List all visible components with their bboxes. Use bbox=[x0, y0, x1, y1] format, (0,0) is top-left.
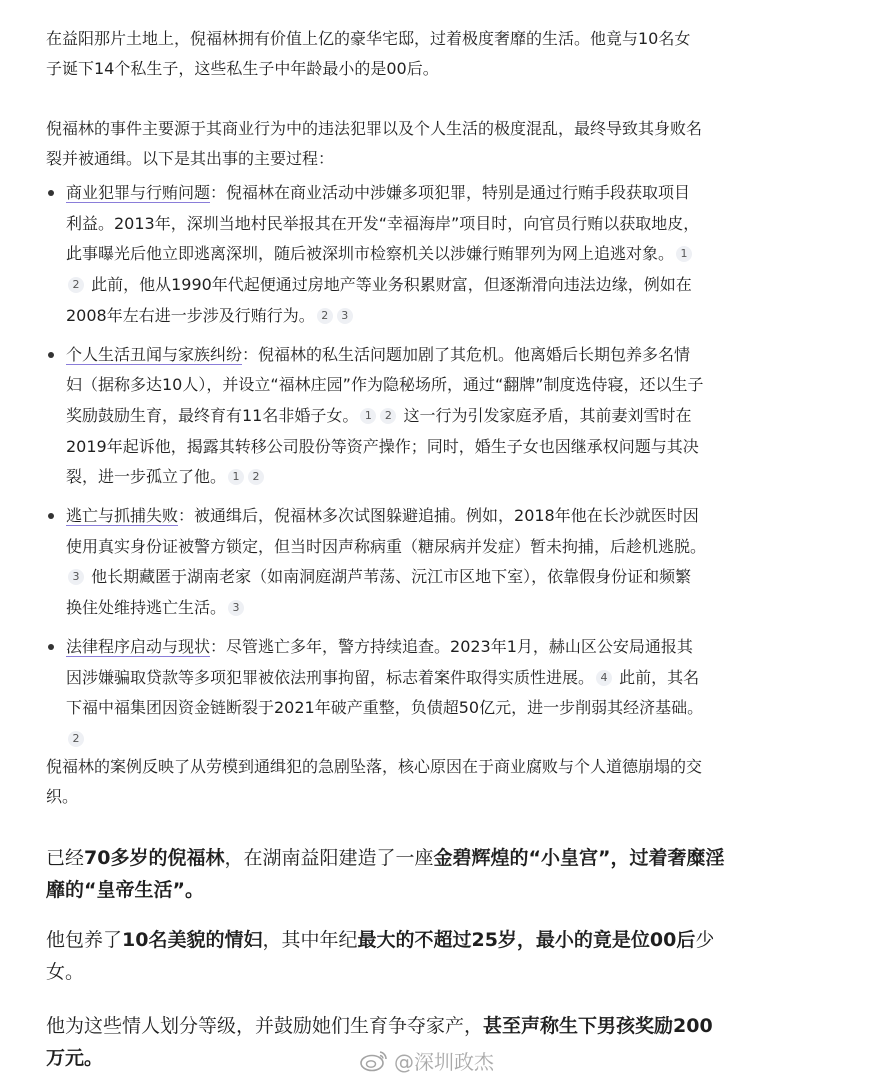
weibo-icon bbox=[360, 1050, 388, 1072]
citation-badge[interactable]: 2 bbox=[68, 277, 84, 293]
text: ，在湖南益阳建造了一座 bbox=[224, 847, 434, 869]
item-text: 此前，他从1990年代起便通过房地产等业务积累财富，但逐渐滑向违法边缘，例如在2008年左右进一步涉及行贿行为。 bbox=[66, 275, 692, 325]
citation-badge[interactable]: 2 bbox=[317, 308, 333, 324]
text: 已经 bbox=[46, 847, 85, 869]
item-text: 此前，其名下福中福集团因资金链断裂于2021年破产重整，负债超50亿元，进一步削弱其经济基础。 bbox=[66, 667, 704, 718]
keyword-link[interactable]: 逃亡与抓捕失败 bbox=[66, 506, 179, 526]
citation-badge[interactable]: 2 bbox=[248, 469, 264, 485]
citation-badge[interactable]: 1 bbox=[228, 469, 244, 485]
watermark bbox=[360, 1046, 494, 1075]
event-list bbox=[46, 178, 706, 763]
watermark-text: @深圳政杰 bbox=[394, 1050, 494, 1074]
bold-text: 最大的不超过25岁，最小的竟是位00后 bbox=[357, 929, 696, 951]
emphasis-paragraph-2 bbox=[46, 924, 726, 988]
list-item bbox=[46, 178, 706, 332]
item-text: ：倪福林的私生活问题加剧了其危机。他离婚后长期包养多名情妇（据称多达10人），并设立“福林庄园”作为隐秘场所，通过“翻牌”制度选侍寝，还以生子奖励鼓励生育，最终育有11名非婚子女。 bbox=[66, 344, 704, 425]
item-text: ：尽管逃亡多年，警方持续追查。2023年1月，赫山区公安局通报其因涉嫌骗取贷款等多项犯罪被依法刑事拘留，标志着案件取得实质性进展。 bbox=[66, 636, 693, 687]
emphasis-paragraph-1 bbox=[46, 842, 726, 906]
intro-paragraph: 在益阳那片土地上，倪福林拥有价值上亿的豪华宅邸，过着极度奢靡的生活。他竟与10名女子诞下14个私生子，这些私生子中年龄最小的是00后。 bbox=[46, 29, 691, 78]
bold-text: 甚至声称生下男孩奖励200万元。 bbox=[46, 1015, 713, 1069]
citation-badge[interactable]: 3 bbox=[228, 600, 244, 616]
citation-badge[interactable]: 2 bbox=[68, 731, 84, 747]
keyword-link[interactable]: 个人生活丑闻与家族纠纷 bbox=[66, 344, 243, 364]
item-text: ：被通缉后，倪福林多次试图躲避追捕。例如，2018年他在长沙就医时因使用真实身份证被警方锁定，但当时因声称病重（糖尿病并发症）暂未拘捕，后趁机逃脱。 bbox=[66, 506, 707, 556]
citation-badge[interactable]: 4 bbox=[596, 670, 612, 686]
text: ，其中年纪 bbox=[262, 929, 358, 951]
citation-badge[interactable]: 3 bbox=[337, 308, 353, 324]
bold-text: 70多岁的倪福林 bbox=[84, 847, 225, 869]
conclusion-paragraph: 倪福林的案例反映了从劳模到通缉犯的急剧坠落，核心原因在于商业腐败与个人道德崩塌的交织。 bbox=[46, 757, 703, 806]
bold-text: 金碧辉煌的“小皇宫”，过着奢糜淫靡的“皇帝生活”。 bbox=[46, 847, 725, 901]
citation-badge[interactable]: 1 bbox=[676, 246, 692, 262]
bold-text: 10名美貌的情妇 bbox=[122, 929, 263, 951]
keyword-link[interactable]: 法律程序启动与现状 bbox=[66, 636, 211, 656]
citation-badge[interactable]: 2 bbox=[380, 408, 396, 424]
text: 少女。 bbox=[46, 929, 715, 983]
citation-badge[interactable]: 3 bbox=[68, 569, 84, 585]
list-item bbox=[46, 501, 706, 624]
item-text: 他长期藏匿于湖南老家（如南洞庭湖芦苇荡、沅江市区地下室），依靠假身份证和频繁换住处维持逃亡生活。 bbox=[66, 567, 692, 618]
list-item bbox=[46, 632, 706, 755]
lead-paragraph: 倪福林的事件主要源于其商业行为中的违法犯罪以及个人生活的极度混乱，最终导致其身败名裂并被通缉。以下是其出事的主要过程： bbox=[46, 119, 703, 168]
text: 他包养了 bbox=[46, 929, 123, 951]
item-text: ：倪福林在商业活动中涉嫌多项犯罪，特别是通过行贿手段获取项目利益。2013年，深圳当地村民举报其在开发“幸福海岸”项目时，向官员行贿以获取地皮，此事曝光后他立即逃离深圳，随后被深圳市检察机关以涉嫌行贿罪列为网上追逃对象。 bbox=[66, 183, 700, 264]
text: 他为这些情人划分等级，并鼓励她们生育争夺家产， bbox=[46, 1015, 484, 1037]
item-text: 这一行为引发家庭矛盾，其前妻刘雪时在2019年起诉他，揭露其转移公司股份等资产操作；同时，婚生子女也因继承权问题与其决裂，进一步孤立了他。 bbox=[66, 405, 699, 487]
list-item bbox=[46, 340, 706, 494]
keyword-link[interactable]: 商业犯罪与行贿问题 bbox=[66, 183, 211, 202]
citation-badge[interactable]: 1 bbox=[360, 408, 376, 424]
